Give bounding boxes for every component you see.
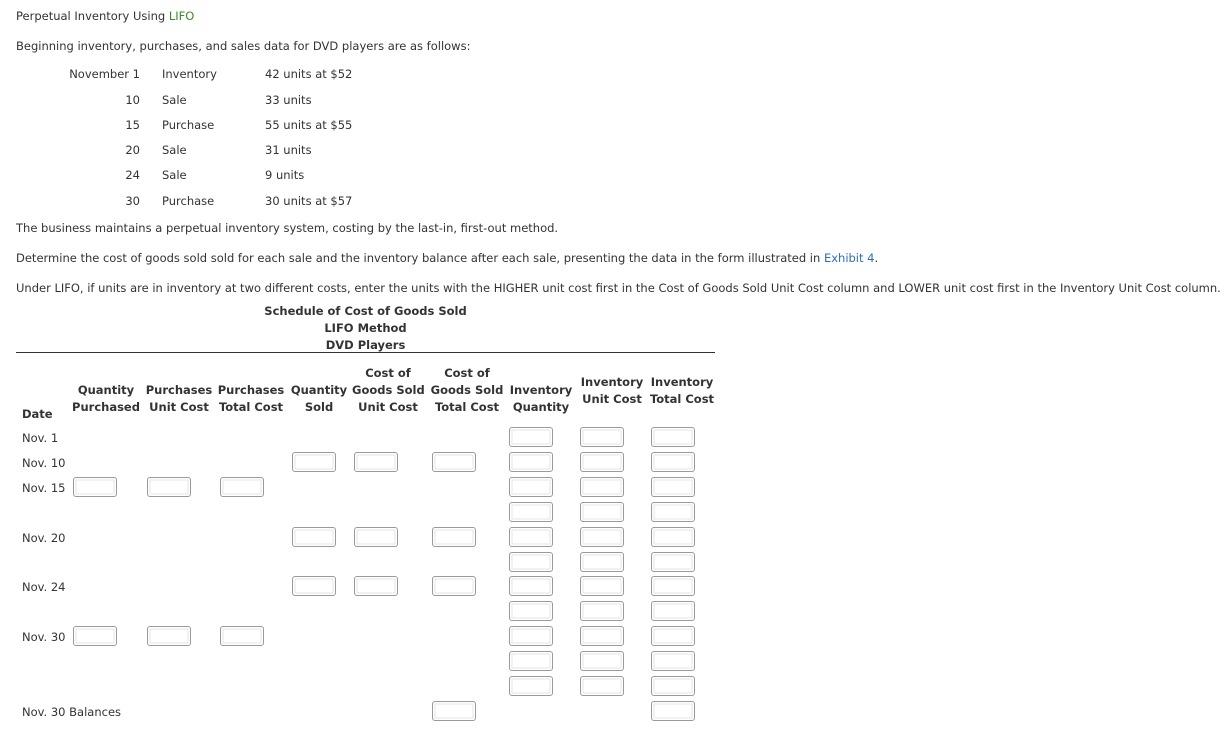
data-date: 15 [125, 118, 140, 132]
col-header-inv-quantity: Inventory Quantity [509, 383, 573, 414]
schedule-method: LIFO Method [324, 321, 407, 335]
lifo-label: LIFO [168, 9, 195, 23]
row-label-nov30: Nov. 30 [22, 630, 66, 644]
data-detail: 31 units [265, 143, 312, 157]
inventory-total-cost-input[interactable] [651, 477, 695, 497]
intro-text: Beginning inventory, purchases, and sales data for DVD players are as follows: [16, 39, 471, 53]
row-label-balances: Nov. 30 Balances [22, 705, 122, 719]
col-header-cogs-unit-cost: Cost of Goods Sold Unit Cost [352, 366, 425, 414]
inventory-quantity-input[interactable] [509, 576, 553, 596]
quantity-sold-input[interactable] [292, 452, 336, 472]
inventory-quantity-input[interactable] [509, 601, 553, 621]
col-header-qty-purchased: Quantity Purchased [72, 383, 140, 414]
inventory-unit-cost-input[interactable] [580, 427, 624, 447]
inventory-unit-cost-input[interactable] [580, 502, 624, 522]
data-type: Purchase [162, 194, 215, 208]
cogs-total-cost-input[interactable] [432, 452, 476, 472]
inventory-unit-cost-input[interactable] [580, 676, 624, 696]
row-label-nov10: Nov. 10 [22, 456, 66, 470]
data-detail: 9 units [265, 168, 305, 182]
cogs-unit-cost-input[interactable] [354, 527, 398, 547]
inventory-quantity-input[interactable] [509, 502, 553, 522]
data-detail: 55 units at $55 [265, 118, 353, 132]
row-label-nov1: Nov. 1 [22, 431, 59, 445]
inventory-total-cost-input[interactable] [651, 502, 695, 522]
header-rule [16, 352, 715, 353]
data-detail: 33 units [265, 93, 312, 107]
purchases-total-cost-input[interactable] [220, 477, 264, 497]
quantity-purchased-input[interactable] [73, 626, 117, 646]
inventory-unit-cost-input[interactable] [580, 452, 624, 472]
purchases-unit-cost-input[interactable] [147, 477, 191, 497]
inventory-unit-cost-input[interactable] [580, 651, 624, 671]
purchases-unit-cost-input[interactable] [147, 626, 191, 646]
schedule-product: DVD Players [325, 338, 406, 352]
schedule-title: Schedule of Cost of Goods Sold [264, 304, 467, 318]
data-detail: 42 units at $52 [265, 67, 353, 81]
data-date: 24 [125, 168, 140, 182]
cogs-total-cost-input[interactable] [432, 527, 476, 547]
inventory-unit-cost-input[interactable] [580, 601, 624, 621]
col-header-cogs-total-cost: Cost of Goods Sold Total Cost [430, 366, 504, 414]
inventory-total-cost-input[interactable] [651, 676, 695, 696]
col-header-purchases-total-cost: Purchases Total Cost [217, 383, 285, 414]
data-date: 30 [125, 194, 140, 208]
cogs-unit-cost-input[interactable] [354, 452, 398, 472]
data-type: Sale [162, 168, 187, 182]
inventory-total-cost-input[interactable] [651, 427, 695, 447]
exhibit-link[interactable]: Exhibit 4 [823, 251, 875, 265]
cogs-total-balance-input[interactable] [432, 701, 476, 721]
inventory-unit-cost-input[interactable] [580, 626, 624, 646]
data-detail: 30 units at $57 [265, 194, 353, 208]
data-type: Sale [162, 93, 187, 107]
inventory-total-cost-input[interactable] [651, 552, 695, 572]
inventory-quantity-input[interactable] [509, 552, 553, 572]
inventory-total-cost-input[interactable] [651, 527, 695, 547]
inventory-total-cost-input[interactable] [651, 626, 695, 646]
data-type: Inventory [162, 67, 217, 81]
data-date: November 1 [69, 67, 140, 81]
inventory-quantity-input[interactable] [509, 676, 553, 696]
inventory-total-cost-input[interactable] [651, 576, 695, 596]
inventory-quantity-input[interactable] [509, 651, 553, 671]
row-label-nov24: Nov. 24 [22, 580, 66, 594]
inventory-quantity-input[interactable] [509, 427, 553, 447]
page-title: Perpetual Inventory Using LIFO [16, 9, 195, 23]
col-header-inv-total-cost: Inventory Total Cost [649, 375, 715, 406]
inventory-unit-cost-input[interactable] [580, 552, 624, 572]
data-type: Purchase [162, 118, 215, 132]
inventory-unit-cost-input[interactable] [580, 477, 624, 497]
col-header-inv-unit-cost: Inventory Unit Cost [580, 375, 644, 406]
inventory-quantity-input[interactable] [509, 452, 553, 472]
data-date: 10 [125, 93, 140, 107]
under-lifo-text: Under LIFO, if units are in inventory at two different costs, enter the units with the HIGHER unit cost first in the Cost of Goods Sold Unit Cost column and LOWER unit cost first in the Inventory Unit Cost column. [16, 281, 1221, 295]
purchases-total-cost-input[interactable] [220, 626, 264, 646]
inventory-quantity-input[interactable] [509, 626, 553, 646]
inventory-unit-cost-input[interactable] [580, 576, 624, 596]
col-header-qty-sold: Quantity Sold [290, 383, 348, 414]
inventory-total-cost-input[interactable] [651, 452, 695, 472]
col-header-purchases-unit-cost: Purchases Unit Cost [145, 383, 213, 414]
row-label-nov20: Nov. 20 [22, 531, 66, 545]
cogs-unit-cost-input[interactable] [354, 576, 398, 596]
inventory-total-cost-input[interactable] [651, 651, 695, 671]
quantity-sold-input[interactable] [292, 527, 336, 547]
inventory-unit-cost-input[interactable] [580, 527, 624, 547]
determine-text: Determine the cost of goods sold sold for each sale and the inventory balance after each sale, presenting the data in the form illustrated in Exhibit 4. [16, 251, 879, 265]
col-header-date: Date [22, 407, 53, 421]
inventory-quantity-input[interactable] [509, 527, 553, 547]
data-date: 20 [125, 143, 140, 157]
row-label-nov15: Nov. 15 [22, 481, 66, 495]
inventory-quantity-input[interactable] [509, 477, 553, 497]
inventory-total-cost-input[interactable] [651, 601, 695, 621]
quantity-purchased-input[interactable] [73, 477, 117, 497]
cogs-total-cost-input[interactable] [432, 576, 476, 596]
inventory-total-balance-input[interactable] [651, 701, 695, 721]
system-text: The business maintains a perpetual inventory system, costing by the last-in, first-out method. [16, 221, 559, 235]
quantity-sold-input[interactable] [292, 576, 336, 596]
data-type: Sale [162, 143, 187, 157]
